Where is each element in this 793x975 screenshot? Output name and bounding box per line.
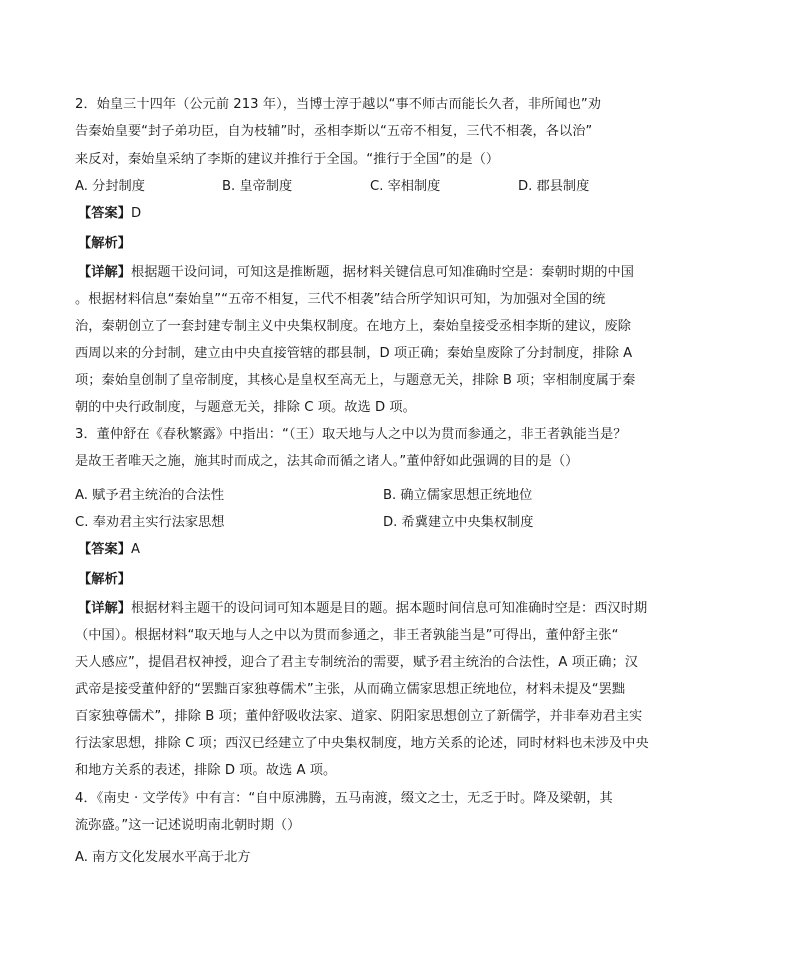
q3-option-c: C. 奉劝君主实行法家思想 [75, 515, 225, 530]
q2-answer [78, 202, 141, 226]
q3-answer-value: A [130, 542, 141, 557]
q3-detail-line-5: 百家独尊儒术”，排除 B 项；董仲舒吸收法家、道家、阴阳家思想创立了新儒学，并非奉劝君主实 [75, 709, 643, 724]
q2-detail-tag: 【详解】 [78, 265, 131, 280]
q2-detail-line-5: 项；秦始皇创制了皇帝制度，其核心是皇权至高无上，与题意无关，排除 B 项；宰相制度属于秦 [75, 373, 636, 388]
q3-option-a: A. 赋予君主统治的合法性 [75, 488, 225, 503]
q2-detail-line-4: 西周以来的分封制，建立由中央直接管辖的郡县制，D 项正确；秦始皇废除了分封制度，排除 A [75, 346, 633, 361]
q2-stem-line-3: 来反对，秦始皇采纳了李斯的建议并推行于全国。“推行于全国”的是（） [75, 152, 500, 167]
q3-detail-line-1 [78, 597, 647, 621]
q3-detail-line-3: 天人感应”，提倡君权神授，迎合了君主专制统治的需要，赋予君主统治的合法性，A 项正确；汉 [75, 655, 638, 670]
q2-answer-tag: 【答案】 [78, 206, 131, 221]
q3-detail-line-4: 武帝是接受董仲舒的“罢黜百家独尊儒术”主张，从而确立儒家思想正统地位，材料未提及“罢黜 [75, 682, 626, 697]
q4-stem-line-2: 流弥盛。”这一记述说明南北朝时期（） [75, 818, 301, 833]
q3-answer-tag: 【答案】 [78, 542, 131, 557]
q4-stem-line-1: 4．《南史 · 文学传》中有言：“自中原沸腾，五马南渡，缀文之士，无乏于时。降及梁朝，其 [75, 791, 613, 806]
q3-option-b: B. 确立儒家思想正统地位 [383, 488, 533, 503]
q3-detail-text-1: 根据材料主题干的设问词可知本题是目的题。据本题时间信息可知准确时空是：西汉时期 [130, 601, 648, 616]
q2-detail-line-2: 。根据材料信息“秦始皇”“五帝不相复，三代不相袭”结合所学知识可知，为加强对全国的统 [75, 292, 606, 307]
q2-detail-text-1: 根据题干设问词，可知这是推断题，据材料关键信息可知准确时空是：秦朝时期的中国 [130, 265, 634, 280]
q4-option-a: A. 南方文化发展水平高于北方 [75, 850, 251, 865]
q3-stem-line-2: 是故王者唯天之施，施其时而成之，法其命而循之诸人。”董仲舒如此强调的目的是（） [75, 454, 579, 469]
q3-analysis-tag: 【解析】 [78, 572, 131, 587]
q2-stem-line-1: 2．始皇三十四年（公元前 213 年），当博士淳于越以“事不师古而能长久者，非所闻也”劝 [75, 97, 601, 112]
q3-stem-line-1: 3．董仲舒在《春秋繁露》中指出：“（王）取天地与人之中以为贯而参通之，非王者孰能当是？ [75, 427, 627, 442]
q3-detail-line-2: （中国）。根据材料“取天地与人之中以为贯而参通之，非王者孰能当是”可得出，董仲舒主张“ [75, 628, 619, 643]
q2-option-d: D. 郡县制度 [518, 179, 590, 194]
q2-detail-line-6: 朝的中央行政制度，与题意无关，排除 C 项。故选 D 项。 [75, 400, 416, 415]
q2-option-a: A. 分封制度 [75, 179, 145, 194]
q3-detail-tag: 【详解】 [78, 601, 131, 616]
q3-detail-line-6: 行法家思想，排除 C 项；西汉已经建立了中央集权制度，地方关系的论述，同时材料也未涉及中央 [75, 736, 649, 751]
q2-detail-line-1 [78, 261, 634, 285]
q2-answer-value: D [130, 206, 142, 221]
q3-option-d: D. 希冀建立中央集权制度 [383, 515, 534, 530]
q2-option-c: C. 宰相制度 [370, 179, 441, 194]
q3-answer [78, 538, 140, 562]
q2-stem-line-2: 告秦始皇要“封子弟功臣，自为枝辅”时，丞相李斯以“五帝不相复，三代不相袭，各以治” [75, 124, 593, 139]
q2-detail-line-3: 治，秦朝创立了一套封建专制主义中央集权制度。在地方上，秦始皇接受丞相李斯的建议，废除 [75, 319, 631, 334]
q2-analysis-tag: 【解析】 [78, 236, 131, 251]
q3-detail-line-7: 和地方关系的表述，排除 D 项。故选 A 项。 [75, 763, 337, 778]
q2-option-b: B. 皇帝制度 [222, 179, 293, 194]
